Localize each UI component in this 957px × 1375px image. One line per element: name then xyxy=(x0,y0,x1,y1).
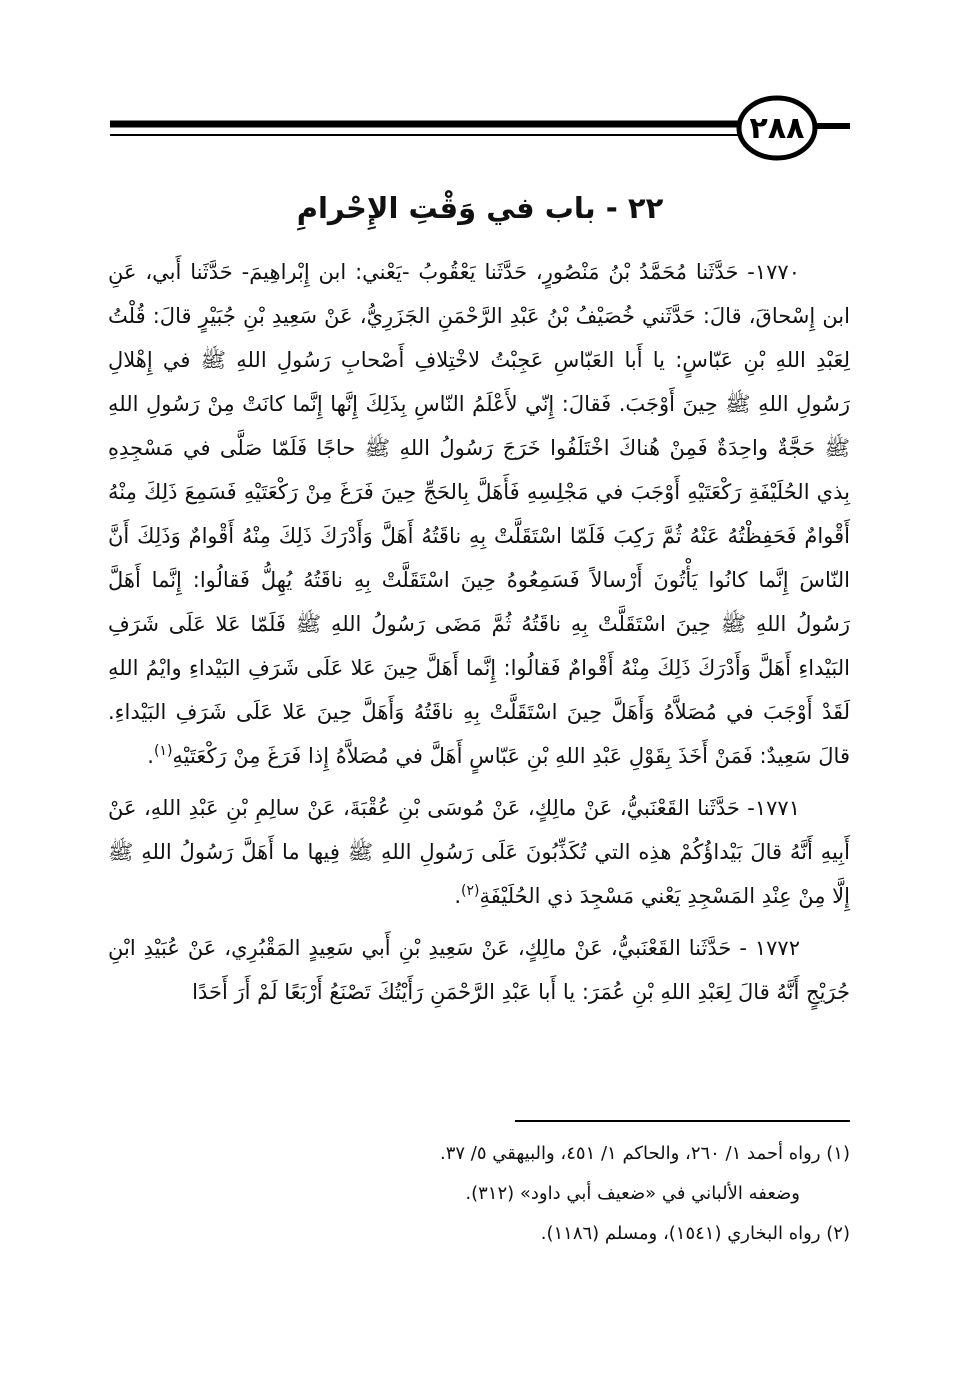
footnote-item: (١) رواه أحمد ١/ ٢٦٠، والحاكم ١/ ٤٥١، والبيهقي ٥/ ٣٧. xyxy=(439,1143,850,1164)
footnote-separator xyxy=(515,1120,850,1122)
hadith-paragraph xyxy=(108,786,850,918)
hadith-number: ١٧٧١- xyxy=(739,796,800,820)
page-number: ٢٨٨ xyxy=(749,111,805,146)
hadith-paragraph xyxy=(108,926,850,1014)
hadith-text: حَدَّثَنا القَعْنَبيُّ، عَنْ مالِكٍ، عَنْ سَعِيدِ بْنِ أَبي سَعِيدٍ المَقْبُرِي، عَنْ عُبَيْدِ ابْنِ جُرَيْجٍ أَنَّهُ قالَ لِعَبْدِ اللهِ بْنِ عُمَرَ: يا أَبا عَبْدِ الرَّحْمَنِ رَأَيْتُكَ تَصْنَعُ أَرْبَعًا لَمْ أَرَ أَحَدًا xyxy=(108,936,850,1004)
footnote-item: (٢) رواه البخاري (١٥٤١)، ومسلم (١١٨٦). xyxy=(540,1223,850,1244)
hadith-text: حَدَّثَنا القَعْنَبيُّ، عَنْ مالِكٍ، عَنْ مُوسَى بْنِ عُقْبَةَ، عَنْ سالِمِ بْنِ عَبْدِ اللهِ، عَنْ أَبِيهِ أَنَّهُ قالَ بَيْداؤُكُمْ هذِه التي تُكَذِّبُونَ عَلَى رَسُولِ اللهِ ﷺ فِيها ما أَهَلَّ رَسُولُ اللهِ ﷺ إِلَّا مِنْ عِنْدِ المَسْجِدِ يَعْني مَسْجِدَ ذي الحُلَيْفَةِ xyxy=(108,796,850,908)
footnote-ref[interactable]: (١) xyxy=(153,743,173,759)
main-text xyxy=(108,250,850,1022)
hadith-end: . xyxy=(454,884,462,908)
chapter-title: ٢٢ - باب في وَقْتِ الإِحْرامِ xyxy=(296,191,664,225)
hadith-number: ١٧٧٢ - xyxy=(731,936,800,960)
hadith-end: . xyxy=(147,744,154,768)
hadith-number: ١٧٧٠- xyxy=(738,260,800,284)
page-header xyxy=(0,0,957,170)
footnote-ref[interactable]: (٢) xyxy=(461,883,480,899)
hadith-text: حَدَّثَنا مُحَمَّدُ بْنُ مَنْصُورٍ، حَدَّثَنا يَعْقُوبُ -يَعْني: ابن إِبْراهِيمَ- حَدَّثَنا أَبي، عَنِ ابن إِسْحاقَ، قالَ: حَدَّثَني خُصَيْفُ بْنُ عَبْدِ الرَّحْمَنِ الجَزَرِيُّ، عَنْ سَعِيدِ بْنِ جُبَيْرٍ قالَ: قُلْتُ لِعَبْدِ اللهِ بْنِ عَبّاسٍ: يا أَبا العَبّاسِ عَجِبْتُ لاخْتِلافِ أَصْحابِ رَسُولِ اللهِ ﷺ في إِهْلالِ رَسُولِ اللهِ ﷺ حِينَ أَوْجَبَ. فَقالَ: إِنّي لأَعْلَمُ النّاسِ بِذَلِكَ إِنَّها إِنَّما كانَتْ مِنْ رَسُولِ اللهِ ﷺ حَجَّةٌ واحِدَةٌ فَمِنْ هُناكَ اخْتَلَفُوا خَرَجَ رَسُولُ اللهِ ﷺ حاجًا فَلَمّا صَلَّى في مَسْجِدِهِ بِذي الحُلَيْفَةِ رَكْعَتَيْهِ أَوْجَبَ في مَجْلِسِهِ فَأَهَلَّ بِالحَجِّ حِينَ فَرَغَ مِنْ رَكْعَتَيْهِ فَسَمِعَ ذَلِكَ مِنْهُ أَقْوامٌ فَحَفِظْتُهُ عَنْهُ ثُمَّ رَكِبَ فَلَمّا اسْتَقَلَّتْ بِهِ ناقَتُهُ أَهَلَّ وَأَدْرَكَ ذَلِكَ مِنْهُ أَقْوامٌ وَذَلِكَ أَنَّ النّاسَ إِنَّما كانُوا يَأْتُونَ أَرْسالاً فَسَمِعُوهُ حِينَ اسْتَقَلَّتْ بِهِ ناقَتُهُ يُهِلُّ فَقالُوا: إِنَّما أَهَلَّ رَسُولُ اللهِ ﷺ حِينَ اسْتَقَلَّتْ بِهِ ناقَتُهُ ثُمَّ مَضَى رَسُولُ اللهِ ﷺ فَلَمّا عَلا عَلَى شَرَفِ البَيْداءِ أَهَلَّ وَأَدْرَكَ ذَلِكَ مِنْهُ أَقْوامٌ فَقالُوا: إِنَّما أَهَلَّ حِينَ عَلا عَلَى شَرَفِ البَيْداءِ وايْمُ اللهِ لَقَدْ أَوْجَبَ في مُصَلاَّهُ وَأَهَلَّ حِينَ اسْتَقَلَّتْ بِهِ ناقَتُهُ وَأَهَلَّ حِينَ عَلا عَلَى شَرَفِ البَيْداءِ. قالَ سَعِيدٌ: فَمَنْ أَخَذَ بِقَوْلِ عَبْدِ اللهِ بْنِ عَبّاسٍ أَهَلَّ في مُصَلاَّهُ إِذا فَرَغَ مِنْ رَكْعَتَيْهِ xyxy=(108,260,850,768)
hadith-paragraph xyxy=(108,250,850,778)
footnote-item: وضعفه الألباني في «ضعيف أبي داود» (٣١٢). xyxy=(465,1183,800,1204)
footnotes xyxy=(160,1134,850,1254)
